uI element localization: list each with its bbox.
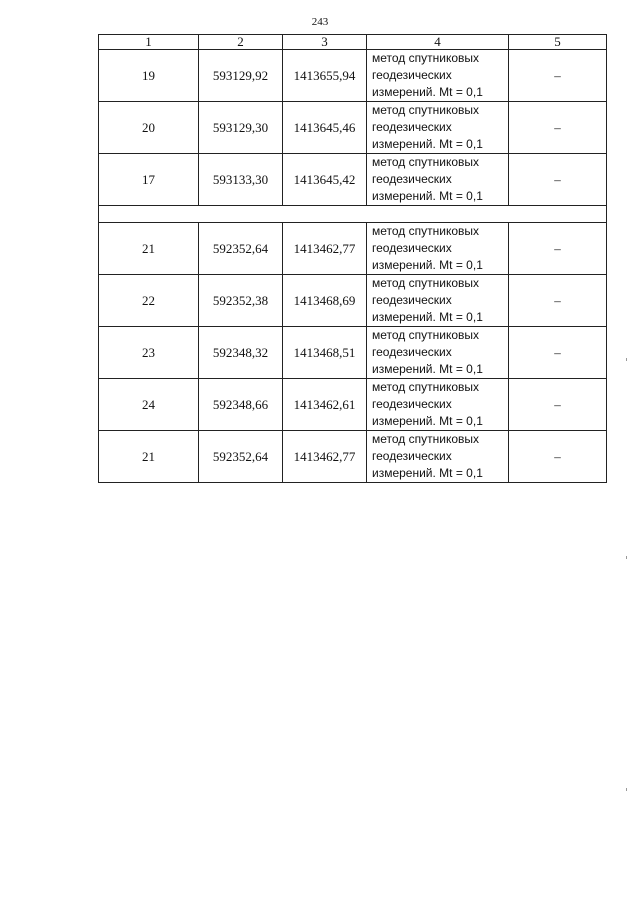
- note-cell: –: [509, 102, 607, 154]
- table-row: [99, 275, 607, 327]
- note-cell: –: [509, 154, 607, 206]
- x-coordinate-cell: 592348,66: [199, 379, 283, 431]
- method-line: геодезических: [372, 120, 452, 134]
- x-coordinate-cell: 593133,30: [199, 154, 283, 206]
- table-row: [99, 223, 607, 275]
- method-line: геодезических: [372, 449, 452, 463]
- column-header: 4: [367, 35, 509, 50]
- column-header: 3: [283, 35, 367, 50]
- x-coordinate-cell: 592348,32: [199, 327, 283, 379]
- scan-mark: [626, 556, 627, 559]
- method-line: измерений. Mt = 0,1: [372, 362, 483, 376]
- note-cell: –: [509, 50, 607, 102]
- y-coordinate-cell: 1413645,42: [283, 154, 367, 206]
- method-cell: [367, 102, 509, 154]
- method-cell: [367, 275, 509, 327]
- note-cell: –: [509, 223, 607, 275]
- point-number-cell: 22: [99, 275, 199, 327]
- method-line: геодезических: [372, 293, 452, 307]
- point-number-cell: 20: [99, 102, 199, 154]
- scan-mark: [626, 358, 627, 361]
- x-coordinate-cell: 592352,64: [199, 223, 283, 275]
- note-cell: –: [509, 431, 607, 483]
- page-number: 243: [311, 16, 329, 28]
- note-cell: –: [509, 327, 607, 379]
- x-coordinate-cell: 593129,30: [199, 102, 283, 154]
- header-row: [99, 35, 607, 50]
- method-line: геодезических: [372, 172, 452, 186]
- y-coordinate-cell: 1413468,51: [283, 327, 367, 379]
- group-separator: [99, 206, 607, 223]
- method-cell: [367, 327, 509, 379]
- point-number-cell: 21: [99, 431, 199, 483]
- table-row: [99, 379, 607, 431]
- method-line: измерений. Mt = 0,1: [372, 414, 483, 428]
- method-line: метод спутниковых: [372, 276, 480, 290]
- table-row: [99, 50, 607, 102]
- method-line: метод спутниковых: [372, 380, 480, 394]
- y-coordinate-cell: 1413655,94: [283, 50, 367, 102]
- x-coordinate-cell: 593129,92: [199, 50, 283, 102]
- coordinates-table: [98, 34, 607, 483]
- point-number-cell: 24: [99, 379, 199, 431]
- method-cell: [367, 431, 509, 483]
- x-coordinate-cell: 592352,38: [199, 275, 283, 327]
- y-coordinate-cell: 1413462,77: [283, 223, 367, 275]
- table-row: [99, 327, 607, 379]
- method-line: измерений. Mt = 0,1: [372, 310, 483, 324]
- method-cell: [367, 50, 509, 102]
- column-header: 5: [509, 35, 607, 50]
- method-line: измерений. Mt = 0,1: [372, 258, 483, 272]
- y-coordinate-cell: 1413645,46: [283, 102, 367, 154]
- method-line: метод спутниковых: [372, 155, 480, 169]
- method-line: метод спутниковых: [372, 328, 480, 342]
- method-cell: [367, 379, 509, 431]
- method-line: геодезических: [372, 241, 452, 255]
- method-line: измерений. Mt = 0,1: [372, 189, 483, 203]
- method-cell: [367, 154, 509, 206]
- table-row: [99, 102, 607, 154]
- y-coordinate-cell: 1413468,69: [283, 275, 367, 327]
- y-coordinate-cell: 1413462,61: [283, 379, 367, 431]
- scan-mark: [626, 788, 627, 791]
- method-cell: [367, 223, 509, 275]
- method-line: метод спутниковых: [372, 432, 480, 446]
- table-row: [99, 431, 607, 483]
- point-number-cell: 17: [99, 154, 199, 206]
- method-line: измерений. Mt = 0,1: [372, 466, 483, 480]
- table-body: [99, 50, 607, 483]
- method-line: метод спутниковых: [372, 103, 480, 117]
- method-line: метод спутниковых: [372, 51, 480, 65]
- method-line: геодезических: [372, 345, 452, 359]
- method-line: геодезических: [372, 68, 452, 82]
- method-line: измерений. Mt = 0,1: [372, 85, 483, 99]
- table-row: [99, 154, 607, 206]
- point-number-cell: 21: [99, 223, 199, 275]
- point-number-cell: 19: [99, 50, 199, 102]
- note-cell: –: [509, 379, 607, 431]
- y-coordinate-cell: 1413462,77: [283, 431, 367, 483]
- column-header: 1: [99, 35, 199, 50]
- method-line: измерений. Mt = 0,1: [372, 137, 483, 151]
- group-separator-row: [99, 206, 607, 223]
- method-line: метод спутниковых: [372, 224, 480, 238]
- point-number-cell: 23: [99, 327, 199, 379]
- method-line: геодезических: [372, 397, 452, 411]
- x-coordinate-cell: 592352,64: [199, 431, 283, 483]
- note-cell: –: [509, 275, 607, 327]
- column-header: 2: [199, 35, 283, 50]
